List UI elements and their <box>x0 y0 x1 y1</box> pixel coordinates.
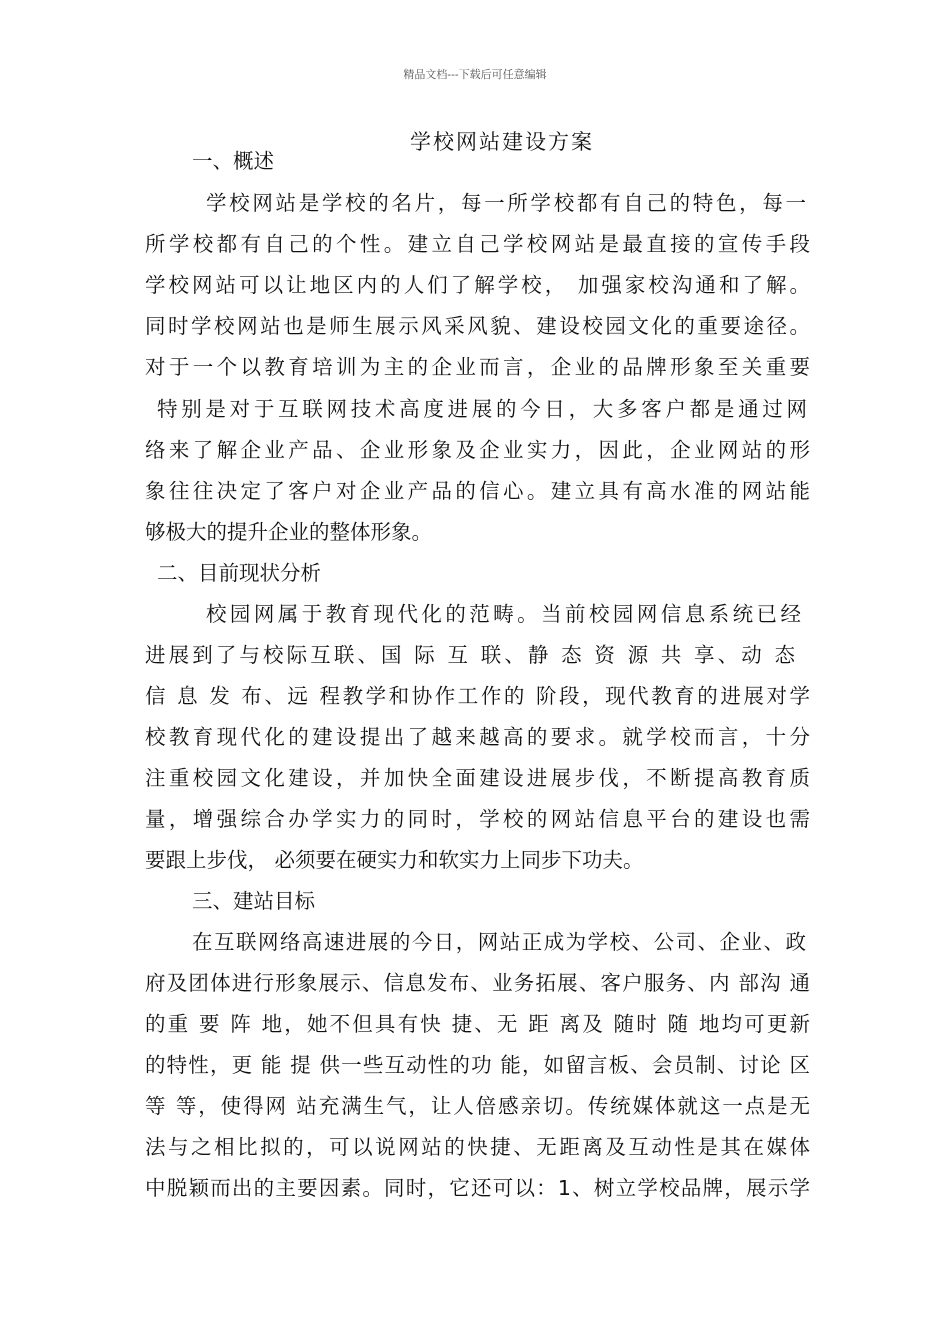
paragraph-line: 在互联网络高速进展的今日，网站正成为学校、公司、企业、政 <box>192 930 806 954</box>
paragraph-line: 中脱颖而出的主要因素。同时，它还可以：1、树立学校品牌，展示学 <box>145 1176 810 1200</box>
paragraph-line: 象往往决定了客户对企业产品的信心。建立具有高水准的网站能 <box>145 479 810 503</box>
paragraph-line: 法与之相比拟的，可以说网站的快捷、无距离及互动性是其在媒体 <box>145 1135 810 1159</box>
paragraph-line: 够极大的提升企业的整体形象。 <box>145 520 432 544</box>
paragraph-line: 同时学校网站也是师生展示风采风貌、建设校园文化的重要途径。 <box>145 314 810 338</box>
paragraph-line: 学校网站是学校的名片，每一所学校都有自己的特色，每一 <box>206 191 806 215</box>
paragraph-line: 信 息 发 布、远 程教学和协作工作的 阶段，现代教育的进展对学 <box>145 684 810 708</box>
document-title: 学校网站建设方案 <box>410 130 594 154</box>
paragraph-line: 等 等，使得网 站充满生气，让人倍感亲切。传统媒体就这一点是无 <box>145 1094 810 1118</box>
paragraph-line: 校教育现代化的建设提出了越来越高的要求。就学校而言，十分 <box>145 725 810 749</box>
paragraph-line: 量，增强综合办学实力的同时，学校的网站信息平台的建设也需 <box>145 807 810 831</box>
paragraph-line: 所学校都有自己的个性。建立自己学校网站是最直接的宣传手段 <box>145 232 810 256</box>
paragraph-line: 要跟上步伐， 必须要在硬实力和软实力上同步下功夫。 <box>145 848 644 872</box>
paragraph-line: 特别是对于互联网技术高度进展的今日，大多客户都是通过网 <box>157 397 807 421</box>
paragraph-line: 的重 要 阵 地，她不但具有快 捷、无 距 离及 随时 随 地均可更新 <box>145 1012 810 1036</box>
header-note: 精品文档---下载后可任意编辑 <box>403 68 547 81</box>
paragraph-line: 的特性，更 能 提 供一些互动性的功 能，如留言板、会员制、讨论 区 <box>145 1053 810 1077</box>
paragraph-line: 府及团体进行形象展示、信息发布、业务拓展、客户服务、内 部沟 通 <box>145 971 810 995</box>
paragraph-line: 进展到了与校际互联、国 际 互 联、静 态 资 源 共 享、动 态 <box>145 643 795 667</box>
paragraph-line: 络来了解企业产品、企业形象及企业实力，因此，企业网站的形 <box>145 438 810 462</box>
paragraph-line: 校园网属于教育现代化的范畴。当前校园网信息系统已经 <box>206 602 801 626</box>
paragraph-line: 注重校园文化建设，并加快全面建设进展步伐，不断提高教育质 <box>145 766 810 790</box>
section-heading: 一、概述 <box>192 149 274 173</box>
paragraph-line: 对于一个以教育培训为主的企业而言，企业的品牌形象至关重要 <box>145 355 810 379</box>
section-heading: 二、目前现状分析 <box>157 561 321 585</box>
section-heading: 三、建站目标 <box>192 889 315 913</box>
paragraph-line: 学校网站可以让地区内的人们了解学校， 加强家校沟通和了解。 <box>145 273 810 297</box>
